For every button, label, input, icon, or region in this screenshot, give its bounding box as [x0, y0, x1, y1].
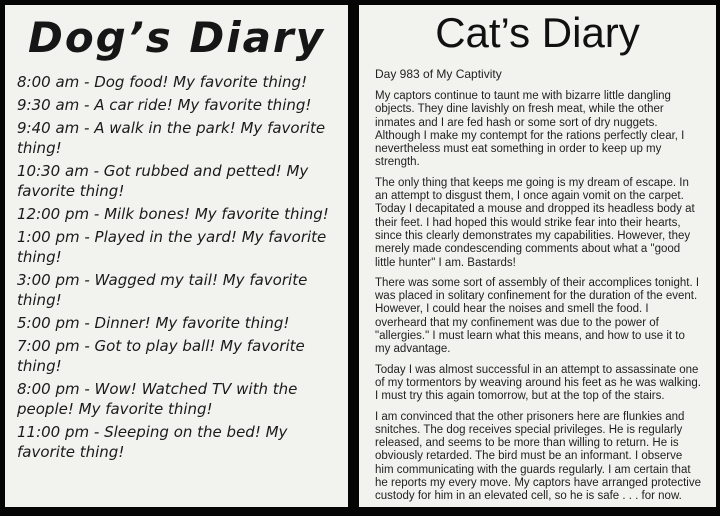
cat-diary-body: [359, 67, 716, 504]
dog-diary-title: Dog’s Diary: [27, 13, 326, 62]
dog-diary-panel: [5, 5, 348, 507]
diary-paragraph: The only thing that keeps me going is my dream of escape. In an attempt to disgust them, I once again vomit on the carpet. Today I decapitated a mouse and dropped its headless body at their feet. I had hoped this would strike fear into their hearts, since this clearly demonstrates my capabilities. However, they merely made condescending comments about what a "good little hunter" I am. Bastards!: [375, 176, 695, 269]
diary-entry: 9:30 am - A car ride! My favorite thing!: [17, 96, 312, 114]
diary-entry: 9:40 am - A walk in the park! My favorite thing!: [17, 119, 326, 157]
dog-diary-entries: [5, 72, 348, 462]
diary-entry: 11:00 pm - Sleeping on the bed! My favorite thing!: [17, 423, 288, 461]
cat-diary-title: Cat’s Diary: [435, 9, 640, 56]
diary-entry: 10:30 am - Got rubbed and petted! My favorite thing!: [17, 162, 309, 200]
diary-entry: 8:00 am - Dog food! My favorite thing!: [17, 73, 308, 91]
diary-paragraph: There was some sort of assembly of their accomplices tonight. I was placed in solitary confinement for the duration of the event. However, I could hear the noises and smell the food. I overheard that my confinement was due to the power of "allergies." I must learn what this means, and how to use it to my advantage.: [375, 276, 700, 356]
diary-entry: 8:00 pm - Wow! Watched TV with the people! My favorite thing!: [17, 380, 298, 418]
diary-entry: 3:00 pm - Wagged my tail! My favorite thing!: [17, 271, 308, 309]
diary-entry: 7:00 pm - Got to play ball! My favorite thing!: [17, 337, 305, 375]
diary-paragraph: I am convinced that the other prisoners here are flunkies and snitches. The dog receives special privileges. He is regularly released, and seems to be more than willing to return. He is obviously retarded. The bird must be an informant. I observe him communicating with the guards regularly. I am certain that he reports my every move. My captors have arranged protective custody for him in an elevated cell, so he is safe . . . for now.: [375, 410, 701, 503]
diary-entry: 1:00 pm - Played in the yard! My favorite thing!: [17, 228, 327, 266]
diary-paragraph: My captors continue to taunt me with bizarre little dangling objects. They dine lavishly on fresh meat, while the other inmates and I are fed hash or some sort of dry nuggets. Although I make my contempt for the rations perfectly clear, I nevertheless must eat something in order to keep up my strength.: [375, 90, 685, 169]
cat-diary-panel: [359, 5, 716, 507]
diary-entry: 12:00 pm - Milk bones! My favorite thing!: [17, 205, 329, 223]
cat-day-line: Day 983 of My Captivity: [375, 67, 502, 81]
diary-entry: 5:00 pm - Dinner! My favorite thing!: [17, 314, 290, 332]
diary-paragraph: Today I was almost successful in an attempt to assassinate one of my tormentors by weaving around his feet as he was walking. I must try this again tomorrow, but at the top of the stairs.: [375, 363, 701, 403]
